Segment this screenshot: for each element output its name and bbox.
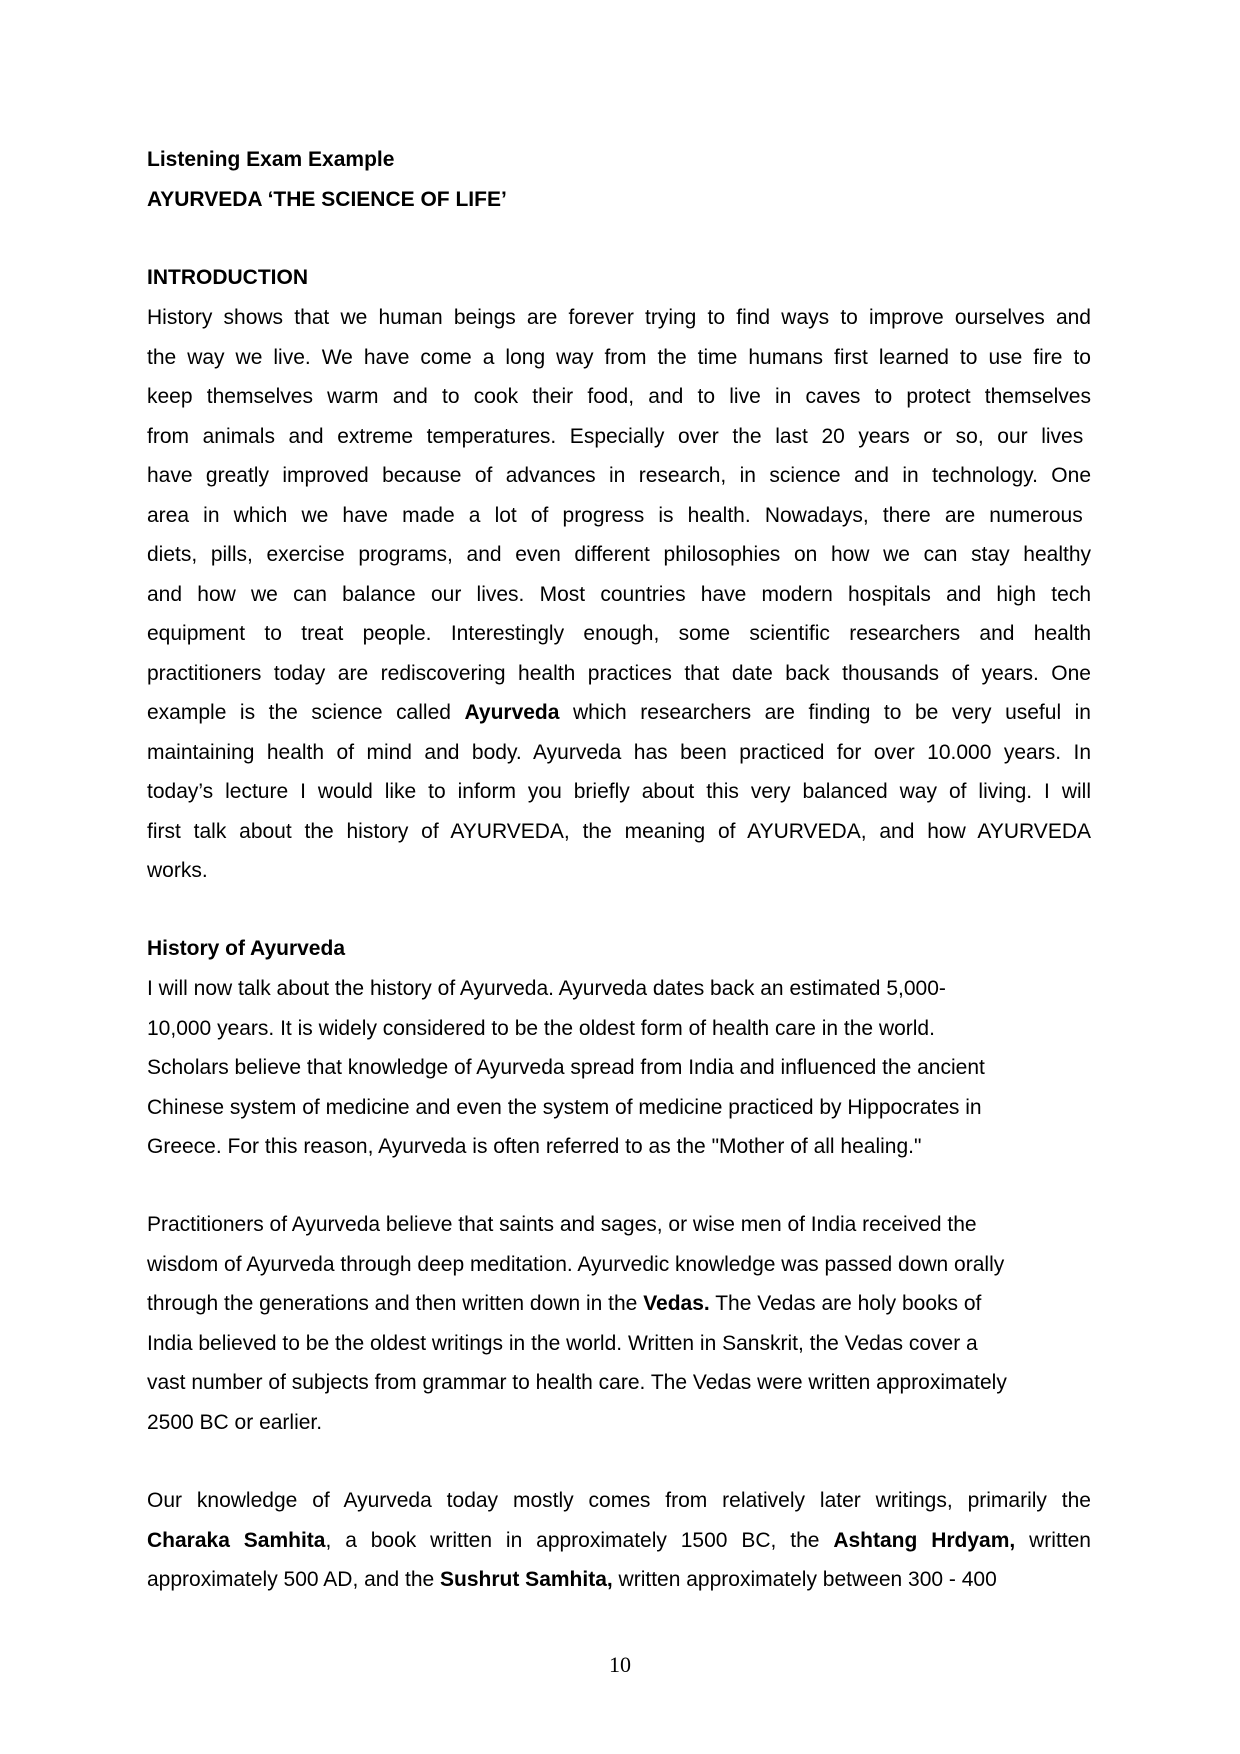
text-line-content: area in which we have made a lot of progress is health. Nowadays, there are numerous [147, 503, 1083, 527]
text-line-content: from animals and extreme temperatures. Especially over the last 20 years or so, our lives [147, 424, 1084, 448]
text-segment: written [1015, 1528, 1091, 1552]
text-line [147, 812, 1091, 852]
text-line-content: practitioners today are rediscovering health practices that date back thousands of years. One [147, 661, 1091, 685]
text-line-content: 10,000 years. It is widely considered to be the oldest form of health care in the world. [147, 1016, 935, 1040]
text-line-content: vast number of subjects from grammar to health care. The Vedas were written approximately [147, 1371, 1007, 1394]
text-line-content: Scholars believe that knowledge of Ayurveda spread from India and influenced the ancient [147, 1056, 985, 1079]
bold-term: Sushrut Samhita, [440, 1568, 613, 1591]
text-line-content: Practitioners of Ayurveda believe that saints and sages, or wise men of India received the [147, 1213, 977, 1236]
text-line-content: today’s lecture I would like to inform you briefly about this very balanced way of living. I will [147, 780, 1091, 803]
text-line [147, 1363, 1091, 1403]
text-line-content: 2500 BC or earlier. [147, 1410, 323, 1434]
text-line-content [147, 1284, 981, 1324]
text-line [147, 1324, 1091, 1364]
document-title: AYURVEDA ‘THE SCIENCE OF LIFE’ [147, 188, 507, 211]
text-line [147, 1127, 1091, 1167]
text-line [147, 338, 1091, 378]
text-line [147, 733, 1091, 773]
text-line-content: works. [147, 859, 208, 882]
text-line [147, 654, 1091, 694]
text-line-content: History shows that we human beings are forever trying to find ways to improve ourselves and [147, 306, 1091, 329]
text-line [147, 456, 1091, 496]
section-heading-introduction: INTRODUCTION [147, 266, 308, 289]
text-line [147, 1560, 1091, 1600]
text-line-content: Greece. For this reason, Ayurveda is often referred to as the "Mother of all healing." [147, 1135, 922, 1158]
text-line [147, 1403, 1091, 1443]
document-label: Listening Exam Example [147, 148, 395, 171]
practitioners-paragraph [147, 1205, 1091, 1442]
text-line-content [147, 693, 1091, 733]
text-line-content: have greatly improved because of advances in research, in science and in technology. One [147, 464, 1091, 487]
text-line-content: and how we can balance our lives. Most countries have modern hospitals and high tech [147, 582, 1091, 606]
text-line-content: the way we live. We have come a long way from the time humans first learned to use fire to [147, 345, 1091, 369]
text-line-content: maintaining health of mind and body. Ayurveda has been practiced for over 10.000 years. In [147, 740, 1091, 764]
text-segment: , a book written in approximately 1500 BC, the [325, 1528, 834, 1552]
text-line [147, 772, 1091, 812]
text-segment: The Vedas are holy books of [709, 1292, 982, 1315]
text-line [147, 851, 1091, 891]
text-segment: written approximately between 300 - 400 [612, 1568, 997, 1591]
text-line [147, 417, 1091, 457]
bold-term: Ayurveda [464, 701, 560, 724]
text-line [147, 1088, 1091, 1128]
text-line-content: I will now talk about the history of Ayurveda. Ayurveda dates back an estimated 5,000- [147, 977, 946, 1000]
text-segment: through the generations and then written down in the [147, 1292, 644, 1315]
text-line-content [147, 1521, 1091, 1561]
bold-term: Vedas. [643, 1292, 710, 1315]
text-line [147, 1205, 1091, 1245]
text-line [147, 1481, 1091, 1521]
text-line-content: keep themselves warm and to cook their food, and to live in caves to protect themselves [147, 385, 1091, 408]
text-line [147, 535, 1091, 575]
text-line-content: Our knowledge of Ayurveda today mostly comes from relatively later writings, primarily the [147, 1489, 1091, 1512]
section-heading-history: History of Ayurveda [147, 937, 345, 960]
bold-term: Ashtang Hrdyam, [833, 1528, 1016, 1552]
text-line-content: first talk about the history of AYURVEDA, the meaning of AYURVEDA, and how AYURVEDA [147, 819, 1091, 843]
text-line [147, 1521, 1091, 1561]
text-line [147, 969, 1091, 1009]
intro-paragraph [147, 298, 1091, 891]
text-line [147, 575, 1091, 615]
page-number: 10 [609, 1652, 631, 1677]
text-line-content: Chinese system of medicine and even the system of medicine practiced by Hippocrates in [147, 1095, 982, 1119]
text-line-content: equipment to treat people. Interestingly enough, some scientific researchers and health [147, 622, 1091, 645]
text-segment: which researchers are finding to be very useful in [559, 701, 1091, 724]
text-segment: approximately 500 AD, and the [147, 1568, 441, 1591]
text-line [147, 496, 1091, 536]
knowledge-paragraph [147, 1481, 1091, 1600]
bold-term: Charaka Samhita [147, 1528, 326, 1552]
text-segment: example is the science called [147, 701, 465, 724]
text-line [147, 1048, 1091, 1088]
history-paragraph [147, 969, 1091, 1167]
text-line [147, 377, 1091, 417]
text-line [147, 298, 1091, 338]
text-line-content [147, 1560, 997, 1600]
text-line-content: wisdom of Ayurveda through deep meditation. Ayurvedic knowledge was passed down orally [147, 1252, 1005, 1276]
text-line-content: diets, pills, exercise programs, and even different philosophies on how we can stay healthy [147, 543, 1091, 566]
text-line [147, 614, 1091, 654]
text-line [147, 693, 1091, 733]
text-line [147, 1009, 1091, 1049]
text-line [147, 1284, 1091, 1324]
text-line-content: India believed to be the oldest writings in the world. Written in Sanskrit, the Vedas cover a [147, 1331, 978, 1355]
text-line [147, 1245, 1091, 1285]
